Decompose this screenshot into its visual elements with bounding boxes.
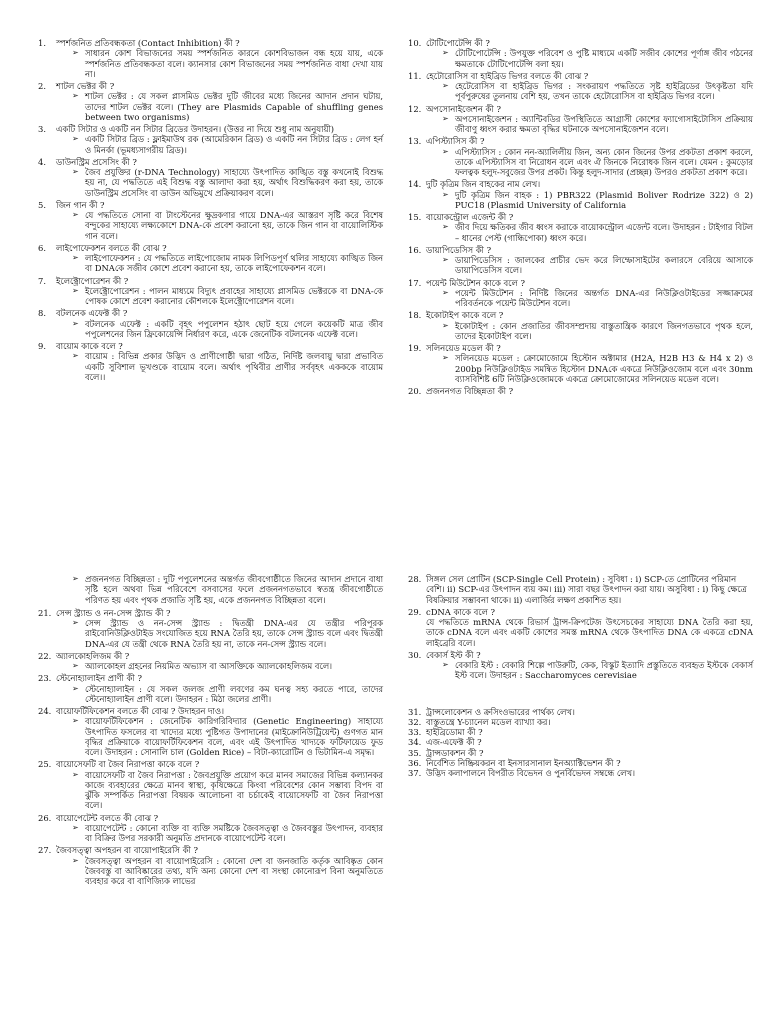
- question-line: [408, 386, 753, 396]
- question-title: হাইব্রিডোমা কী ?: [426, 727, 483, 737]
- question-item: [408, 758, 753, 768]
- question-item: [408, 768, 753, 778]
- arrow-bullet-icon: ➢: [72, 48, 79, 58]
- answer-line: [72, 167, 383, 198]
- question-title: দুটি কৃত্রিম জিন বাহকের নাম লেখ।: [426, 179, 541, 190]
- answer-text: দুটি কৃত্রিম জিন বাহক : 1) PBR322 (Plasmid Boliver Rodrize 322) ও 2) PUC18 (Plasmid University of California: [455, 189, 753, 210]
- question-number: 10.: [408, 38, 422, 48]
- question-title: উদ্ভিদ কলাপালনে বিপরীত বিভেদন ও পুনর্বিভেদন সম্বন্ধে লেখ।: [426, 768, 635, 778]
- question-item: [408, 71, 753, 102]
- question-item: [408, 707, 753, 717]
- arrow-bullet-icon: ➢: [72, 716, 79, 726]
- question-number: 25.: [38, 759, 52, 770]
- question-title: অ্যালকোহলিজম কী ?: [56, 650, 130, 661]
- question-number: 19.: [408, 343, 422, 353]
- answer-text: বটলনেক এফেক্ট : একটি বৃহৎ পপুলেশন হঠাৎ ছোট হয়ে গেলে কয়েকটি মাত্র জীব পপুলেশনের জিন ফ্রিকোয়েন্সি নির্ধারণ করে, একে জেনেটিক বটলনেক এফেক্ট বলে।: [85, 318, 383, 339]
- question-number: 4.: [38, 156, 46, 167]
- question-title: হেটোরোসিস বা হাইব্রিড ভিগর বলতে কী বোঝ ?: [426, 70, 589, 81]
- question-title: সলিনয়েড মডেল কী ?: [426, 343, 501, 353]
- question-title: সেন্স স্ট্র্যান্ড ও নন-সেন্স স্ট্র্যান্ড কী ?: [56, 607, 171, 618]
- answer-line: [72, 716, 383, 757]
- question-item: [38, 157, 383, 198]
- question-number: 30.: [408, 649, 422, 660]
- answer-line: [442, 255, 753, 276]
- answer-text: সলিনয়েড মডেল : ক্রোমোজোমে হিস্টোন অক্টামার (H2A, H2B H3 & H4 x 2) ও 200bp নিউক্লিওটাইড সমন্বিত হিস্টোন DNAকে একত্রে নিউক্লিওজোম বলে এবং 30nm ব্যাসবিশিষ্ট 6টি নিউক্লিওজোমকে একত্রে ক্রোমোজোমের সলিনয়েড মডেল বলে।: [455, 353, 753, 384]
- answer-line: [442, 660, 753, 681]
- question-item: [408, 386, 753, 396]
- question-item: [408, 104, 753, 135]
- question-item: [38, 813, 383, 844]
- question-title: বায়োসেফটি বা জৈব নিরাপত্তা কাকে বলে ?: [56, 759, 200, 770]
- question-number: 5.: [38, 199, 46, 210]
- question-number: 29.: [408, 606, 422, 617]
- short-question-list: [408, 707, 753, 779]
- question-line: [408, 278, 753, 288]
- question-item: [408, 245, 753, 276]
- answer-text: বায়োম : বিভিন্ন প্রকার উদ্ভিদ ও প্রাণীগোষ্ঠী দ্বারা গঠিত, নির্দিষ্ট জলবায়ু দ্বারা প্রভাবিত একটি সুবিশাল ভূখণ্ডকে বায়োম বলে। অর্থাৎ পৃথিবীর প্রাণীর সর্ববৃহৎ একককে বায়োম বলে।।: [85, 351, 383, 382]
- arrow-bullet-icon: ➢: [72, 134, 79, 144]
- question-item: [408, 574, 753, 605]
- question-title: স্পর্শজনিত প্রতিবন্ধকতা (Contact Inhibition) কী ?: [56, 38, 240, 48]
- question-title: বায়োম কাকে বলে ?: [56, 341, 123, 351]
- arrow-bullet-icon: ➢: [72, 769, 79, 779]
- arrow-bullet-icon: ➢: [442, 660, 449, 669]
- question-item: [38, 845, 383, 886]
- question-item: [38, 124, 383, 155]
- arrow-bullet-icon: ➢: [442, 48, 449, 58]
- answer-text: সাধারন কোশ বিভাজনের সময় স্পর্শজনিত কারনে কোশবিভাজন বন্ধ হয়ে যায়, একে স্পর্শজনিত প্রতিবন্ধকতা বলে। ক্যানসার কোশ বিভাজনের সময় স্পর্শজনিত বাধা দেখা যায় না।: [85, 48, 383, 79]
- answer-line: [442, 190, 753, 211]
- question-number: 15.: [408, 212, 422, 222]
- question-number: 1.: [38, 38, 46, 48]
- question-line: [408, 38, 753, 48]
- question-number: 20.: [408, 386, 422, 396]
- question-title: ডায়াপিডেসিস কী ?: [426, 244, 492, 255]
- question-title: বায়োকন্ট্রোল এজেন্ট কী ?: [426, 212, 514, 222]
- question-line: [408, 310, 753, 320]
- question-line: [408, 574, 753, 605]
- question-line: [38, 759, 383, 769]
- question-line: [408, 768, 753, 778]
- answer-text: হেটেরোসিস বা হাইব্রিড ভিগর : সংকরায়ণ পদ্ধতিতে সৃষ্ট হাইব্রিডের উৎকৃষ্টতা যদি পূর্বপুরুষের তুলনায় বেশি হয়, তখন তাকে হেটোরোসিস বা হাইব্রিড ভিগর বলে।: [455, 81, 753, 102]
- question-line: [408, 650, 753, 660]
- answer-line: [72, 856, 383, 887]
- answer-line: [72, 661, 383, 671]
- question-item: [38, 608, 383, 649]
- arrow-bullet-icon: ➢: [442, 287, 449, 297]
- question-number: 37.: [408, 768, 422, 778]
- question-title: টোটিপোটেন্সি কী ?: [426, 38, 490, 48]
- answer-line: [72, 91, 383, 122]
- question-line: [38, 308, 383, 318]
- question-item: [408, 650, 753, 681]
- question-item: [408, 38, 753, 69]
- question-line: [408, 737, 753, 747]
- question-number: 21.: [38, 607, 52, 618]
- arrow-bullet-icon: ➢: [72, 855, 79, 865]
- question-line: [408, 607, 753, 617]
- question-title: বায়োপেটেন্ট বলতে কী বোঝ ?: [56, 812, 159, 823]
- question-line: [408, 136, 753, 146]
- answer-line: [442, 48, 753, 69]
- question-title: সিঙ্গল সেল প্রোটিন (SCP-Single Cell Protein) : সুবিধা : i) SCP-তে প্রোটিনের পরিমান বেশি। ii) SCP-এর উৎপাদন ব্যয় কম। iii) সারা বছর উৎপাদন করা যায়। অসুবিধা : i) কিছু ক্ষেত্রে বিষক্রিয়ার সম্ভাবনা থাকে। ii) এলার্জির লক্ষণ প্রকাশিত হয়।: [426, 574, 747, 605]
- question-line: [408, 71, 753, 81]
- arrow-bullet-icon: ➢: [72, 318, 79, 328]
- arrow-bullet-icon: ➢: [72, 285, 79, 295]
- question-number: 2.: [38, 81, 46, 91]
- answer-text: যে পদ্ধতিতে সোনা বা টাংস্টেনের ক্ষুদ্রকণার গায়ে DNA-এর আস্তরণ সৃষ্টি করে বিশেষ বন্দুকের সাহায্যে লক্ষ্যকোশে DNA-কে প্রবেশ করানো হয়, তাকে জিন গান বা বায়োলিস্টিক গান বলে।: [85, 210, 383, 241]
- question-line: [408, 104, 753, 114]
- question-title: নির্বেশিত নিষ্ক্রিয়করন বা ইনসারসানাল ইনঅ্যাক্টিভেশন কী ?: [426, 757, 621, 768]
- question-item: [38, 759, 383, 810]
- question-title: একটি সিটার ও একটি নন সিটার ব্রিডের উদাহরন। (উত্তর না দিয়ে শুধু নাম অনুযায়ী): [56, 124, 335, 134]
- question-item: [408, 310, 753, 341]
- question-item: [38, 651, 383, 672]
- question-line: [408, 212, 753, 222]
- question-number: 12.: [408, 103, 422, 114]
- question-title: বটলনেক এফেক্ট কী ?: [56, 308, 128, 319]
- qa-list: [408, 574, 753, 681]
- question-item: [38, 38, 383, 79]
- arrow-bullet-icon: ➢: [72, 253, 79, 262]
- question-number: 33.: [408, 727, 422, 737]
- question-title: স্টেনোহ্যালাইন প্রাণী কী ?: [56, 673, 142, 684]
- question-number: 31.: [408, 706, 422, 717]
- answer-line: [72, 319, 383, 340]
- question-number: 28.: [408, 574, 422, 584]
- question-number: 18.: [408, 310, 422, 321]
- answer-line: [72, 823, 383, 844]
- arrow-bullet-icon: ➢: [72, 167, 79, 176]
- arrow-bullet-icon: ➢: [442, 189, 449, 199]
- qa-list: [408, 38, 753, 396]
- question-item: [408, 727, 753, 737]
- question-number: 9.: [38, 341, 46, 351]
- arrow-bullet-icon: ➢: [72, 91, 79, 101]
- question-number: 23.: [38, 673, 52, 684]
- answer-line: [442, 114, 753, 135]
- answer-text: শাটল ভেক্টর : যে সকল প্লাসমিড ভেক্টর দুটি জীবের মধ্যে জিনের আদান প্রদান ঘটায়, তাদের শাটল ভেক্টর বলে। (They are Plasmids Capable of shuffling genes between two organisms): [85, 91, 383, 122]
- question-title: ট্রান্সলোকেশন ও ক্রসিংওভারের পার্থক্য লেখ।: [426, 706, 575, 717]
- question-title: এপিস্ট্যাসিস কী ?: [426, 136, 485, 147]
- question-line: [38, 673, 383, 683]
- arrow-bullet-icon: ➢: [442, 255, 449, 264]
- question-item: [408, 278, 753, 309]
- question-line: [38, 276, 383, 286]
- question-line: [408, 179, 753, 189]
- question-title: ইকোটাইপ কাকে বলে ?: [426, 310, 504, 321]
- question-title: পয়েন্ট মিউটেশন কাকে বলে ?: [426, 277, 525, 288]
- answer-text: পয়েন্ট মিউটেশন : নির্দিষ্ট জিনের অন্তর্গত DNA-এর নিউক্লিওটাইডের সজ্জাক্রমের পরিবর্তনকে পয়েন্ট মিউটেশন বলে।: [455, 287, 753, 308]
- question-title: cDNA কাকে বলে ?: [426, 606, 496, 617]
- answer-line: [72, 253, 383, 274]
- question-item: [408, 748, 753, 758]
- question-line: [408, 343, 753, 353]
- question-number: 22.: [38, 650, 52, 661]
- arrow-bullet-icon: ➢: [72, 661, 79, 670]
- qa-list: [38, 38, 383, 382]
- question-item: [38, 276, 383, 307]
- arrow-bullet-icon: ➢: [72, 574, 79, 583]
- arrow-bullet-icon: ➢: [442, 222, 449, 232]
- question-title: বাস্তুতন্ত্রে Y-চ্যানেল মডেল ব্যাখ্যা কর।: [426, 716, 551, 727]
- answer-line: [72, 351, 383, 382]
- question-item: [38, 243, 383, 274]
- answer-line: [72, 618, 383, 649]
- question-title: ইলেক্ট্রোপোরেশন কী ?: [56, 275, 129, 286]
- question-number: 6.: [38, 242, 46, 253]
- arrow-bullet-icon: ➢: [72, 618, 79, 627]
- question-number: 34.: [408, 737, 422, 748]
- answer-text: বায়োফর্টিফিকেশন : জেনেটিক কারিগরিবিদ্যার (Genetic Engineering) সাহায্যে উৎপাদিত ফসলের বা খাদ্যের মধ্যে পুষ্টিগত উপাদানের (মাইক্রোনিউট্রিয়েন্ট) গুণগত মান বৃদ্ধির প্রক্রিয়াকে বায়োফর্টিফিকেশন বলে, এবং এই উৎপাদিত খাদ্যকে ফর্টিফায়েড ফুড বলে। উদাহরন : সোনালি চাল (Golden Rice) – বিটা-ক্যারোটিন ও ভিটামিন-এ সমৃদ্ধ।: [85, 716, 383, 757]
- question-line: [38, 38, 383, 48]
- question-number: 11.: [408, 70, 422, 81]
- question-number: 35.: [408, 747, 422, 758]
- answer-line: [72, 684, 383, 705]
- question-item: [38, 673, 383, 704]
- question-line: [408, 707, 753, 717]
- arrow-bullet-icon: ➢: [72, 822, 79, 832]
- answer-line: [442, 353, 753, 384]
- question-number: 13.: [408, 136, 422, 147]
- answer-text: এপিস্ট্যাসিস : কোন নন-অ্যালিলীয় জিন, অন্য কোন জিনের উপর প্রকটতা প্রকাশ করলে, তাকে এপিস্ট্যাসিস বা নিরোধন বলে এবং ঐ জিনকে নিরোধক জিন বলে। যেমন : কুমড়োর ফলত্বক হলুদ-সবুজের উপর প্রকট। কিন্তু হলুদ-সাদার (প্রচ্ছন্ন) উপরও প্রকটতা প্রকাশ করে।: [455, 146, 753, 177]
- question-line: [408, 727, 753, 737]
- continued-answer: [72, 574, 383, 605]
- answer-line: [72, 770, 383, 811]
- question-line: [38, 608, 383, 618]
- question-number: 16.: [408, 244, 422, 255]
- question-title: লাইপোফেকশন বলতে কী বোঝ ?: [56, 242, 167, 253]
- answer-text: যে পদ্ধতিতে mRNA থেকে রিভার্স ট্রান্স-ক্রিপটেজ উৎসেচকের সাহায্যে DNA তৈরি করা হয়, তাকে cDNA বলে এবং একটি কোশের সমস্ত mRNA থেকে উৎপাদিত DNA কে একত্রে cDNA লাইব্রেরি বলে।: [426, 617, 753, 648]
- question-title: ট্রান্সডাকশন কী ?: [426, 747, 484, 758]
- question-line: [38, 651, 383, 661]
- answer-text: জীব দিয়ে ক্ষতিকর জীব ধ্বংস করাকে বায়োকন্ট্রোল এজেন্ট বলে। উদাহরন : টাইগার বিটল – ধানের পেস্ট (গান্ধিপোকা) ধ্বংস করে।: [455, 222, 753, 243]
- arrow-bullet-icon: ➢: [72, 351, 79, 361]
- answer-line: [72, 210, 383, 241]
- arrow-bullet-icon: ➢: [72, 683, 79, 693]
- arrow-bullet-icon: ➢: [442, 353, 449, 363]
- answer-text: বায়োপেটেন্ট : কোনো ব্যক্তি বা ব্যক্তি সমষ্টিকে জৈবসত্ত্বা ও জৈববস্তুর উৎপাদন, ব্যবহার বা বিক্রির উপর সরকারী অনুমতি প্রদানকে বায়োপেটেন্ট বলে।: [85, 822, 383, 843]
- answer-text: ইলেক্ট্রোপোরেশন : পালন মাধ্যমে বিদ্যুৎ প্রবাহের সাহায্যে প্লাসমিড ভেক্টরকে বা DNA-কে পোষক কোশে প্রবেশ করানোর কৌশলকে ইলেক্ট্রোপোরেশন বলে।: [85, 285, 383, 306]
- question-item: [408, 607, 753, 648]
- answer-text: জৈবসত্ত্বা অপহরন বা বায়োপাইরেসি : কোনো দেশ বা জনজাতি কর্তৃক আবিষ্কৃত কোন জৈববস্তু বা আবিষ্কারের তথ্য, যদি অন্য কোনো দেশ বা সংস্থা কোনোরূপ বিনা অনুমতিতে ব্যবহার করে বা বাণিজ্যিক লাভের: [85, 855, 383, 886]
- question-title: জিন গান কী ?: [56, 199, 105, 210]
- question-title: জৈবসত্ত্বা অপহরন বা বায়োপাইরেসি কী ?: [56, 845, 199, 856]
- answer-text: স্টেনোহ্যালাইন : যে সকল জলজ প্রাণী লবণের কম ঘনত্ব সহ্য করতে পারে, তাদের স্টেনোহ্যালাইন প্রাণী বলে। উদাহরন : মিঠা জলের প্রাণী।: [85, 683, 383, 704]
- question-line: [38, 157, 383, 167]
- question-title: বায়োফর্টিফিকেশন বলতে কী বোঝ ? উদাহরন দাও।: [56, 706, 225, 716]
- question-line: [408, 758, 753, 768]
- question-item: [38, 200, 383, 241]
- answer-text: লাইপোফেকশন : যে পদ্ধতিতে লাইপোজোম নামক লিপিডপূর্ণ থলির সাহায্যে কাঙ্খিত জিন বা DNAকে সজীব কোশে প্রবেশ করানো হয়, তাকে লাইপোফেকশন বলে।: [85, 253, 383, 274]
- arrow-bullet-icon: ➢: [442, 113, 449, 123]
- answer-line: [442, 222, 753, 243]
- question-item: [38, 308, 383, 339]
- answer-text: অ্যালকোহল গ্রহনের নিয়মিত অভ্যাস বা আসক্তিকে অ্যালকোহলিজম বলে।: [85, 661, 333, 671]
- question-number: 14.: [408, 179, 422, 190]
- question-number: 24.: [38, 706, 52, 716]
- question-line: [38, 81, 383, 91]
- answer-text: ডায়াপিডেসিস : জালকের প্রাচীর ভেদ করে লিম্ফোসাইটের কলারসে বেরিয়ে আসাকে ডায়াপিডেসিস বলে।: [455, 255, 753, 276]
- question-number: 7.: [38, 275, 46, 286]
- answer-text: জৈব প্রযুক্তির (r-DNA Technology) সাহায্যে উৎপাদিত কাঙ্খিত বস্তু কখনোই বিশুদ্ধ হয় না, যে পদ্ধতিতে এই বিশুদ্ধ বস্তু আলাদা করা হয়, অর্থাৎ বিশুদ্ধিকরণ করা হয়, তাকে ডাউনস্ট্রিম প্রসেসিং বা ডাউন অভিমুখে প্রক্রিয়াকরণ বলে।: [85, 167, 383, 198]
- question-title: প্রজননগত বিচ্ছিন্নতা কী ?: [426, 386, 514, 396]
- question-line: [38, 813, 383, 823]
- question-item: [408, 343, 753, 384]
- question-line: [408, 717, 753, 727]
- question-item: [38, 81, 383, 122]
- question-title: এজ-এফেক্ট কী ?: [426, 737, 482, 748]
- arrow-bullet-icon: ➢: [72, 210, 79, 219]
- bottom-right-column: [408, 574, 753, 778]
- question-line: [408, 245, 753, 255]
- answer-line: [442, 147, 753, 178]
- qa-list: [38, 608, 383, 887]
- answer-text: সেন্স স্ট্র্যান্ড ও নন-সেন্স স্ট্র্যান্ড : দ্বিতন্ত্রী DNA-এর যে তন্ত্রীর পরিপূরক রাইবোনিউক্লিওটাইড সংযোজিত হয়ে RNA তৈরি হয়, তাকে সেন্স স্ট্র্যান্ড বলে এবং দ্বিতন্ত্রী DNA-এর যে তন্ত্রী থেকে RNA তৈরি হয় না, তাকে নন-সেন্স স্ট্র্যান্ড বলে।: [85, 618, 383, 649]
- question-title: বেকার্স ইস্ট কী ?: [426, 649, 481, 660]
- answer-line: [72, 48, 383, 79]
- question-item: [408, 136, 753, 177]
- answer-text: ইকোটাইপ : কোন প্রজাতির জীবসম্প্রদায় বাস্তুতান্ত্রিক কারণে জিনগতভাবে পৃথক হলে, তাদের ইকোটাইপ বলে।: [455, 320, 753, 341]
- answer-line: [442, 81, 753, 102]
- question-item: [408, 717, 753, 727]
- question-line: [38, 341, 383, 351]
- answer-line: [72, 134, 383, 155]
- answer-line: [442, 288, 753, 309]
- answer-line: [442, 321, 753, 342]
- answer-text: বেকারি ইস্ট : বেকারি শিল্পে পাউরুটি, কেক, বিস্কুট ইত্যাদি প্রস্তুতিতে ব্যবহৃত ইস্টকে বেকার্স ইস্ট বলে। উদাহরন : Saccharomyces cerevisiae: [455, 660, 753, 681]
- question-title: ডাউনস্ট্রিম প্রসেসিং কী ?: [56, 156, 137, 167]
- question-number: 27.: [38, 845, 52, 856]
- question-number: 17.: [408, 277, 422, 288]
- question-line: [38, 706, 383, 716]
- question-line: [38, 243, 383, 253]
- question-title: অপসোনাইজেশন কী ?: [426, 103, 501, 114]
- answer-line: [72, 286, 383, 307]
- arrow-bullet-icon: ➢: [442, 81, 449, 90]
- question-line: [38, 200, 383, 210]
- question-title: শাটল ভেক্টর কী ?: [56, 81, 115, 91]
- answer-text: একটি সিটার ব্রিড : ফ্লাইমাউথ রক (আমেরিকান ব্রিড) ও একটি নন সিটার ব্রিড : লেগ হর্ন ও মিনর্কা (ভূমধ্যসাগরীয় ব্রিড)।: [85, 134, 383, 155]
- question-number: 3.: [38, 124, 46, 134]
- question-line: [408, 748, 753, 758]
- question-item: [408, 179, 753, 210]
- question-line: [38, 845, 383, 855]
- question-line: [38, 124, 383, 134]
- question-item: [38, 706, 383, 757]
- arrow-bullet-icon: ➢: [442, 146, 449, 156]
- question-number: 26.: [38, 812, 52, 823]
- question-number: 36.: [408, 757, 422, 768]
- question-number: 32.: [408, 716, 422, 727]
- question-item: [38, 341, 383, 382]
- question-item: [408, 737, 753, 747]
- bottom-left-column: [38, 574, 383, 888]
- top-left-column: [38, 38, 383, 384]
- top-right-column: [408, 38, 753, 398]
- answer-text: প্রজননগত বিচ্ছিন্নতা : দুটি পপুলেশনের অন্তর্গত জীবগোষ্ঠীতে জিনের আদান প্রদানে বাধা সৃষ্টি হলে অথবা ভিন্ন পরিবেশে বসবাসের ফলে প্রজননগতভাবে স্বতন্ত্র জীবগোষ্ঠীতে পরিণত হয় এবং পৃথক প্রজাতি সৃষ্টি হয়, একে প্রজননগত বিচ্ছিন্নতা বলে।: [85, 574, 383, 605]
- arrow-bullet-icon: ➢: [442, 320, 449, 330]
- question-item: [408, 212, 753, 243]
- answer-text: টোটিপোটেন্সি : উপযুক্ত পরিবেশ ও পুষ্টি মাধ্যমে একটি সজীব কোশের পূর্ণাঙ্গ জীব গঠনের ক্ষমতাকে টোটিপোটেন্সি বলা হয়।: [455, 48, 753, 69]
- answer-text: বায়োসেফটি বা জৈব নিরাপত্তা : জৈবপ্রযুক্তি প্রয়োগ করে মানব সমাজের বিভিন্ন কল্যানকর কাজে ব্যবহারের ক্ষেত্রে মানব স্বাস্থ্য, কৃষিক্ষেত্রে কিংবা পরিবেশের কোন সম্ভাব্য বিপদ বা ঝুঁকি সম্পর্কিত নিরাপত্তা বিষয়ক আলোচনা বা চর্চাকেই বায়োসেফটি বা জৈব নিরাপত্তা বলে।: [85, 769, 383, 811]
- question-number: 8.: [38, 308, 46, 319]
- answer-text: অপসোনাইজেশন : অ্যান্টিবডির উপস্থিতিতে আগ্রাসী কোশের ফ্যাগোসাইটোসিস প্রক্রিয়ায় জীবাণু ধ্বংস করার ক্ষমতা বৃদ্ধির ঘটনাকে অপসোনাইজেশন বলে।: [455, 113, 753, 134]
